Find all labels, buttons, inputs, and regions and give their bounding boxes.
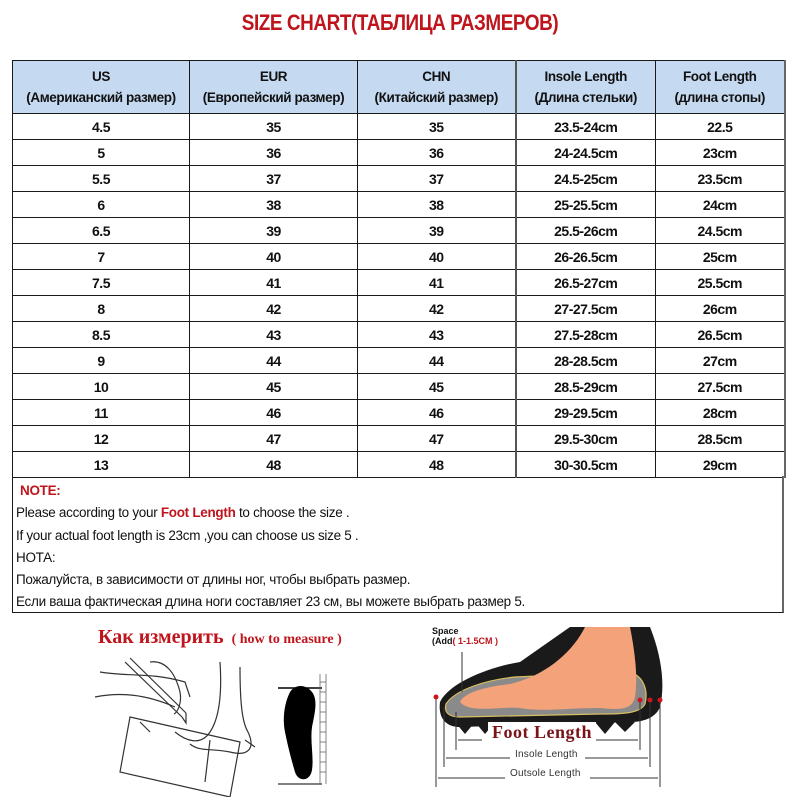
cell-us: 8: [13, 296, 190, 322]
cell-chn: 36: [358, 140, 516, 166]
shoe-size-diagram: [430, 622, 670, 797]
cell-chn: 38: [358, 192, 516, 218]
cell-chn: 35: [358, 114, 516, 140]
cell-foot-length: 27.5cm: [656, 374, 785, 400]
header-insole-length: Insole Length (Длина стельки): [516, 61, 656, 114]
cell-insole-length: 26.5-27cm: [516, 270, 656, 296]
table-row: [13, 270, 785, 296]
cell-eur: 41: [190, 270, 358, 296]
space-label: Space (Add( 1-1.5CM ): [432, 626, 499, 646]
note-box: [12, 476, 784, 613]
cell-us: 7: [13, 244, 190, 270]
cell-eur: 35: [190, 114, 358, 140]
cell-eur: 40: [190, 244, 358, 270]
header-eur: EUR (Европейский размер): [190, 61, 358, 114]
cell-chn: 46: [358, 400, 516, 426]
cell-eur: 39: [190, 218, 358, 244]
cell-chn: 47: [358, 426, 516, 452]
how-to-measure-illustration: [90, 622, 380, 797]
table-header-row: [13, 61, 785, 114]
cell-insole-length: 30-30.5cm: [516, 452, 656, 478]
cell-insole-length: 25-25.5cm: [516, 192, 656, 218]
note-line-3: НОТА:: [16, 549, 56, 565]
cell-eur: 42: [190, 296, 358, 322]
table-row: [13, 374, 785, 400]
cell-eur: 45: [190, 374, 358, 400]
cell-eur: 46: [190, 400, 358, 426]
cell-us: 6.5: [13, 218, 190, 244]
insole-length-label: Insole Length: [512, 749, 581, 760]
cell-insole-length: 27-27.5cm: [516, 296, 656, 322]
header-chn: CHN (Китайский размер): [358, 61, 516, 114]
cell-foot-length: 23cm: [656, 140, 785, 166]
cell-foot-length: 26cm: [656, 296, 785, 322]
cell-foot-length: 23.5cm: [656, 166, 785, 192]
cell-foot-length: 28cm: [656, 400, 785, 426]
cell-chn: 42: [358, 296, 516, 322]
table-row: [13, 218, 785, 244]
cell-chn: 43: [358, 322, 516, 348]
cell-us: 7.5: [13, 270, 190, 296]
table-row: [13, 452, 785, 478]
cell-insole-length: 26-26.5cm: [516, 244, 656, 270]
cell-foot-length: 24cm: [656, 192, 785, 218]
footprint-icon: [284, 686, 316, 779]
cell-insole-length: 25.5-26cm: [516, 218, 656, 244]
table-row: [13, 400, 785, 426]
measure-title: Как измерить ( how to measure ): [98, 626, 342, 648]
cell-us: 6: [13, 192, 190, 218]
cell-insole-length: 28-28.5cm: [516, 348, 656, 374]
foot-length-highlight: Foot Length: [160, 505, 236, 521]
cell-us: 8.5: [13, 322, 190, 348]
cell-foot-length: 24.5cm: [656, 218, 785, 244]
note-line-1: Please according to your Foot Length to choose the size .: [16, 505, 350, 521]
size-chart-table: [12, 60, 786, 478]
cell-chn: 45: [358, 374, 516, 400]
cell-chn: 44: [358, 348, 516, 374]
cell-eur: 36: [190, 140, 358, 166]
cell-insole-length: 28.5-29cm: [516, 374, 656, 400]
note-line-5: Если ваша фактическая длина ноги составляет 23 см, вы можете выбрать размер 5.: [16, 594, 525, 610]
cell-eur: 47: [190, 426, 358, 452]
note-line-4: Пожалуйста, в зависимости от длины ног, чтобы выбрать размер.: [16, 572, 411, 588]
table-row: [13, 140, 785, 166]
cell-eur: 37: [190, 166, 358, 192]
page-title: SIZE CHART(ТАБЛИЦА РАЗМЕРОВ): [241, 10, 559, 35]
cell-us: 12: [13, 426, 190, 452]
table-row: [13, 244, 785, 270]
cell-insole-length: 29.5-30cm: [516, 426, 656, 452]
cell-foot-length: 28.5cm: [656, 426, 785, 452]
foot-tracing-icon: [90, 622, 380, 797]
header-foot-length: Foot Length (длина стопы): [656, 61, 785, 114]
cell-foot-length: 25.5cm: [656, 270, 785, 296]
table-row: [13, 114, 785, 140]
cell-chn: 48: [358, 452, 516, 478]
cell-eur: 38: [190, 192, 358, 218]
cell-chn: 39: [358, 218, 516, 244]
table-row: [13, 348, 785, 374]
cell-us: 4.5: [13, 114, 190, 140]
cell-insole-length: 24.5-25cm: [516, 166, 656, 192]
cell-insole-length: 24-24.5cm: [516, 140, 656, 166]
table-row: [13, 166, 785, 192]
cell-us: 11: [13, 400, 190, 426]
table-row: [13, 296, 785, 322]
cell-insole-length: 29-29.5cm: [516, 400, 656, 426]
table-row: [13, 322, 785, 348]
cell-chn: 41: [358, 270, 516, 296]
cell-us: 13: [13, 452, 190, 478]
cell-eur: 44: [190, 348, 358, 374]
foot-length-label: Foot Length: [488, 722, 596, 743]
cell-foot-length: 26.5cm: [656, 322, 785, 348]
note-line-2: If your actual foot length is 23cm ,you can choose us size 5 .: [16, 527, 359, 543]
cell-chn: 40: [358, 244, 516, 270]
table-row: [13, 192, 785, 218]
cell-insole-length: 27.5-28cm: [516, 322, 656, 348]
header-us: US (Американский размер): [13, 61, 190, 114]
cell-eur: 48: [190, 452, 358, 478]
outsole-length-label: Outsole Length: [507, 768, 584, 779]
cell-foot-length: 25cm: [656, 244, 785, 270]
cell-insole-length: 23.5-24cm: [516, 114, 656, 140]
cell-foot-length: 27cm: [656, 348, 785, 374]
cell-us: 10: [13, 374, 190, 400]
table-row: [13, 426, 785, 452]
cell-chn: 37: [358, 166, 516, 192]
cell-foot-length: 22.5: [656, 114, 785, 140]
cell-us: 5: [13, 140, 190, 166]
cell-foot-length: 29cm: [656, 452, 785, 478]
cell-us: 5.5: [13, 166, 190, 192]
note-heading: NOTE:: [20, 483, 61, 498]
cell-us: 9: [13, 348, 190, 374]
cell-eur: 43: [190, 322, 358, 348]
